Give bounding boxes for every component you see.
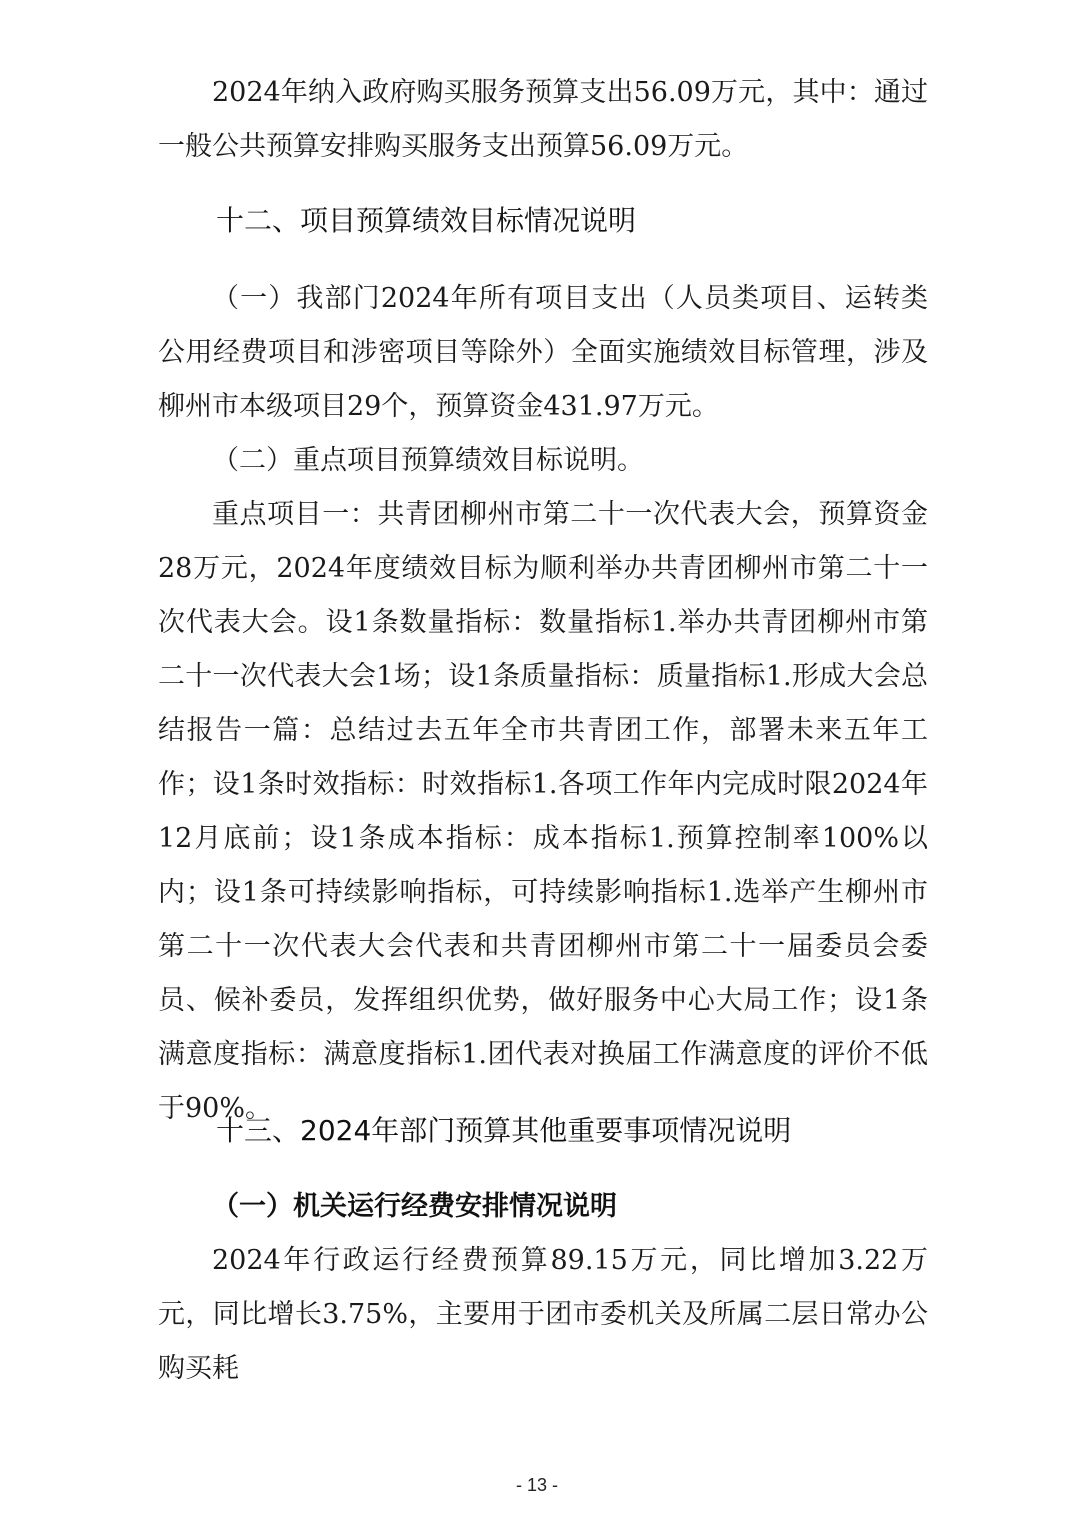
paragraph-key-project-intro: （二）重点项目预算绩效目标说明。 — [212, 445, 644, 476]
page-number: - 13 - — [515, 1475, 558, 1495]
paragraph-operating-expenses: 2024年行政运行经费预算89.15万元，同比增加3.22万元，同比增长3.75%，主要用于团市委机关及所属二层日常办公购买耗 — [158, 1245, 928, 1384]
paragraph-key-project-one: 重点项目一：共青团柳州市第二十一次代表大会，预算资金28万元，2024年度绩效目标为顺利举办共青团柳州市第二十一次代表大会。设1条数量指标：数量指标1.举办共青团柳州市第二十一次代表大会1场；设1条质量指标：质量指标1.形成大会总结报告一篇：总结过去五年全市共青团工作，部署未来五年工作；设1条时效指标：时效指标1.各项工作年内完成时限2024年12月底前；设1条成本指标：成本指标1.预算控制率100%以内；设1条可持续影响指标，可持续影响指标1.选举产生柳州市第二十一次代表大会代表和共青团柳州市第二十一届委员会委员、候补委员，发挥组织优势，做好服务中心大局工作；设1条满意度指标：满意度指标1.团代表对换届工作满意度的评价不低于90%。 — [158, 499, 928, 1124]
heading-section-13-1: （一）机关运行经费安排情况说明 — [212, 1191, 617, 1222]
paragraph-performance-management: （一）我部门2024年所有项目支出（人员类项目、运转类公用经费项目和涉密项目等除外）全面实施绩效目标管理，涉及柳州市本级项目29个，预算资金431.97万元。 — [158, 283, 928, 422]
paragraph-purchase-services: 2024年纳入政府购买服务预算支出56.09万元，其中：通过一般公共预算安排购买服务支出预算56.09万元。 — [158, 77, 928, 162]
heading-section-12: 十二、项目预算绩效目标情况说明 — [216, 204, 637, 237]
heading-section-13: 十三、2024年部门预算其他重要事项情况说明 — [216, 1114, 792, 1147]
